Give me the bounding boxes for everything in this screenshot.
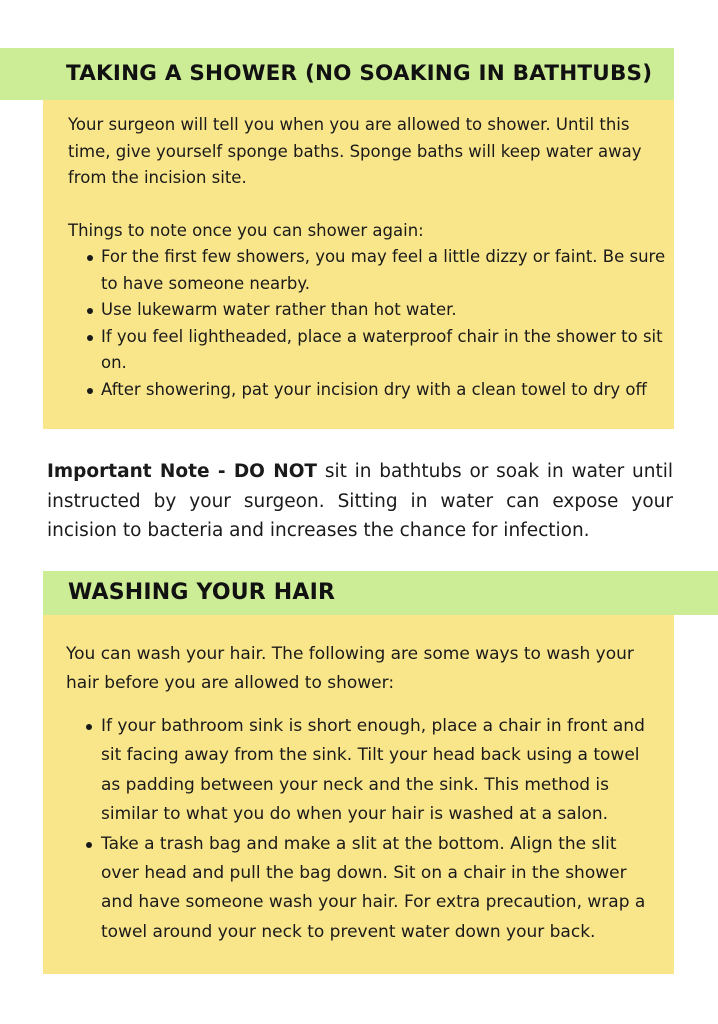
- hair-methods-list: [66, 712, 656, 947]
- hair-intro-text: You can wash your hair. The following are some ways to wash your hair before you are allowed to shower:: [66, 644, 634, 694]
- list-item: If you feel lightheaded, place a waterproof chair in the shower to sit on.: [69, 324, 669, 377]
- shower-info-panel: [43, 100, 674, 429]
- hair-section-heading: WASHING YOUR HAIR: [68, 580, 336, 605]
- shower-tips-list: [69, 244, 669, 403]
- shower-list-lead: Things to note once you can shower again:: [68, 221, 424, 240]
- shower-heading-band: [0, 48, 674, 100]
- shower-section-heading: TAKING A SHOWER (NO SOAKING IN BATHTUBS): [66, 61, 653, 86]
- list-item: For the first few showers, you may feel a little dizzy or faint. Be sure to have someone nearby.: [69, 244, 669, 297]
- important-note: [47, 457, 673, 546]
- important-note-label: Important Note - DO NOT: [47, 461, 318, 482]
- hair-heading-band: [43, 571, 718, 615]
- list-item: Take a trash bag and make a slit at the bottom. Align the slit over head and pull the bag down. Sit on a chair in the shower and have someone wash your hair. For extra precaution, wrap a towel around your neck to prevent water down your back.: [66, 830, 656, 948]
- list-item: Use lukewarm water rather than hot water.: [69, 297, 669, 324]
- shower-intro-text: Your surgeon will tell you when you are allowed to shower. Until this time, give yourself sponge baths. Sponge baths will keep water away from the incision site.: [68, 115, 642, 187]
- list-item: If your bathroom sink is short enough, place a chair in front and sit facing away from the sink. Tilt your head back using a towel as padding between your neck and the sink. This method is similar to what you do when your hair is washed at a salon.: [66, 712, 656, 830]
- hair-info-panel: [43, 615, 674, 974]
- important-note-text: sit in bathtubs or soak in water until instructed by your surgeon. Sitting in water can expose your incision to bacteria and increases the chance for infection.: [47, 461, 673, 541]
- list-item: After showering, pat your incision dry with a clean towel to dry off: [69, 377, 669, 404]
